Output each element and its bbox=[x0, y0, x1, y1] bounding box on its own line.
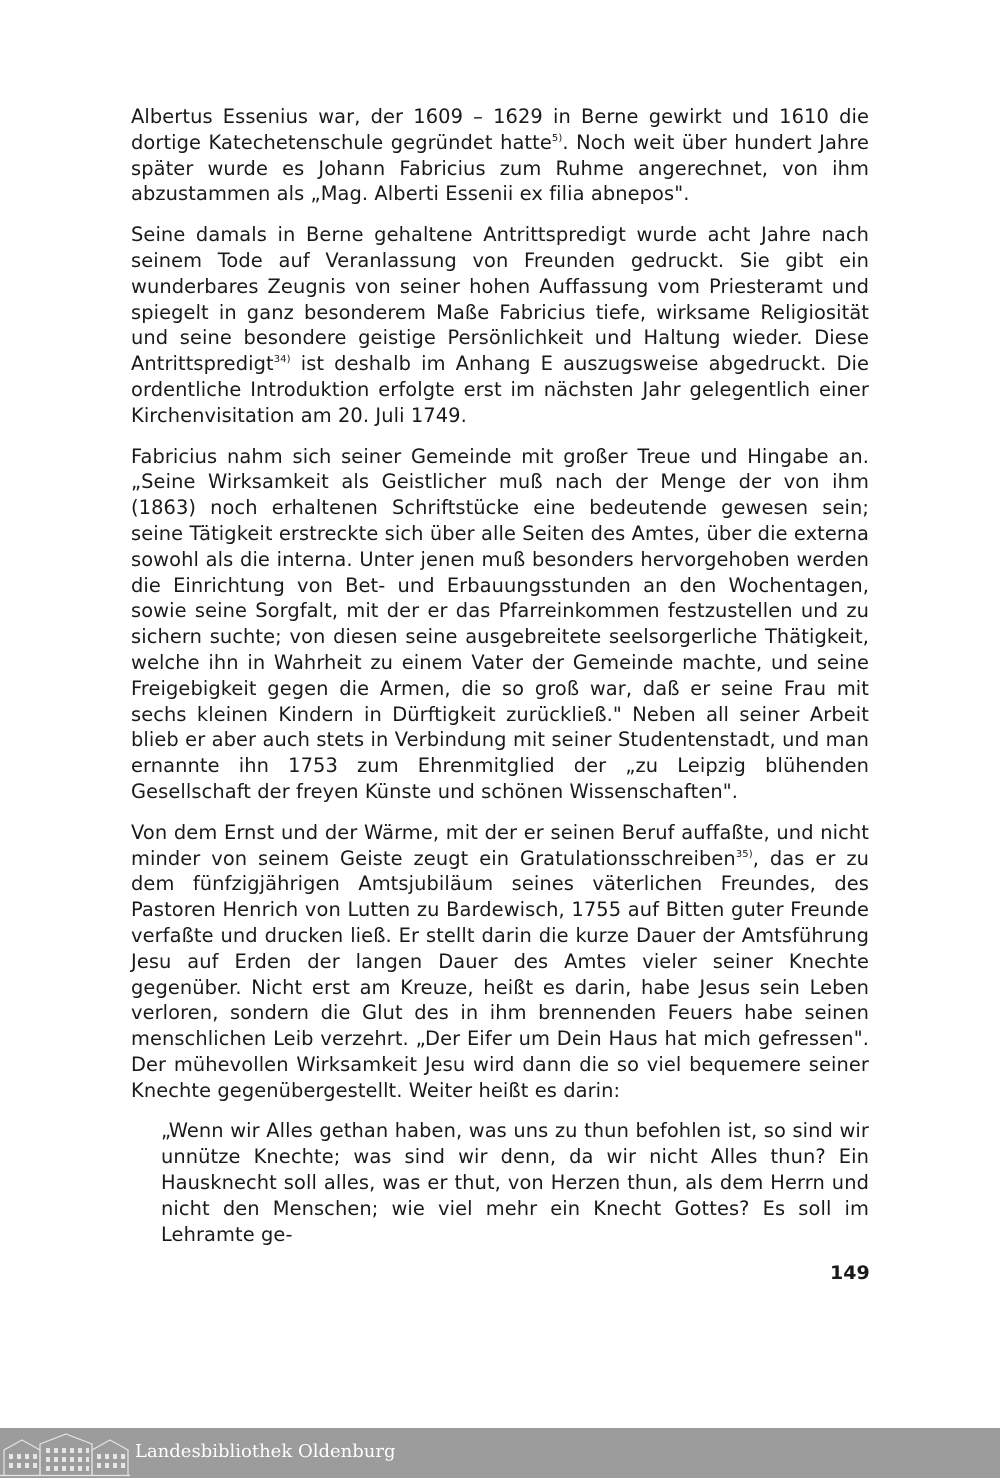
library-building-icon bbox=[0, 1428, 130, 1478]
paragraph-4: Von dem Ernst und der Wärme, mit der er seinen Beruf auffaßte, und nicht minder von seinem Geiste zeugt ein Gratulationsschreiben$^{35)}$, das er zu dem fünfzigjährigen Amtsjubiläum seines väterlichen Freundes, des Pastoren Henrich von Lutten zu Bardewisch, 1755 auf Bitten guter Freunde verfaßte und drucken ließ. Er stellt darin die kurze Dauer der Amtsführung Jesu auf Erden der langen Dauer des Amtes vieler seiner Knechte gegenüber. Nicht erst am Kreuze, heißt es darin, habe Jesus sein Leben verloren, sondern die Glut des in ihm brennenden Feuers habe seinen menschlichen Leib verzehrt. „Der Eifer um Dein Haus hat mich gefressen". Der mühevollen Wirksamkeit Jesu wird dann die so viel bequemere seiner Knechte gegenübergestellt. Weiter heißt es darin: bbox=[131, 820, 870, 1102]
footnote-ref-5: 5) bbox=[551, 132, 563, 144]
block-quote: „Wenn wir Alles gethan haben, was uns zu thun befohlen ist, so sind wir unnütze Knechte; was sind wir denn, da wir nicht Alles thun? Ein Hausknecht soll alles, was er thut, von Herzen thun, als dem Herrn und nicht den Menschen; wie viel mehr ein Knecht Gottes? Es soll im Lehramte ge- bbox=[161, 1119, 869, 1246]
paragraph-2: Seine damals in Berne gehaltene Antrittspredigt wurde acht Jahre nach seinem Tode auf Veranlassung von Freunden gedruckt. Sie gibt ein wunderbares Zeugnis von seiner hohen Auffassung vom Priesteramt und spiegelt in ganz besonderem Maße Fabricius tiefe, wirksame Religiosität und seine besondere geistige Persönlichkeit und Haltung wieder. Diese Antrittspredigt$^{34)}$ ist deshalb im Anhang E auszugsweise abgedruckt. Die ordentliche Introduktion erfolgte erst im nächsten Jahr gelegentlich einer Kirchenvisitation am 20. Juli 1749. bbox=[131, 223, 869, 427]
library-footer-bar bbox=[0, 1428, 1000, 1478]
footnote-ref-34: 34) bbox=[273, 354, 291, 366]
paragraph-3: Fabricius nahm sich seiner Gemeinde mit großer Treue und Hingabe an. „Seine Wirksamkeit als Geistlicher muß nach der Menge der von ihm (1863) noch erhaltenen Schriftstücke eine bedeutende gewesen sein; seine Tätigkeit erstreckte sich über alle Seiten des Amtes, über die externa sowohl als die interna. Unter jenen muß besonders hervorgehoben werden die Einrichtung von Bet- und Erbauungsstunden an den Wochentagen, sowie seine Sorgfalt, mit der er das Pfarreinkommen festzustellen und zu sichern suchte; von diesen seine ausgebreitete seelsorgerliche Thätigkeit, welche ihn in Wahrheit zu einem Vater der Gemeinde machte, und seine Freigebigkeit gegen die Armen, die so groß war, daß er seine Frau mit sechs kleinen Kindern in Dürftigkeit zurückließ." Neben all seiner Arbeit blieb er aber auch stets in Verbindung mit seiner Studentenstadt, und man ernannte ihn 1753 zum Ehrenmitglied der „zu Leipzig blühenden Gesellschaft der freyen Künste und schönen Wissenschaften". bbox=[131, 444, 869, 803]
paragraph-1: Albertus Essenius war, der 1609 – 1629 in Berne gewirkt und 1610 die dortige Katechetenschule gegründet hatte$^{5)}$. Noch weit über hundert Jahre später wurde es Johann Fabricius zum Ruhme angerechnet, von ihm abzustammen als „Mag. Alberti Essenii ex filia abnepos". bbox=[131, 105, 869, 206]
body-text bbox=[131, 104, 869, 1262]
library-name: Landesbibliothek Oldenburg bbox=[135, 1441, 396, 1462]
page-number: 149 bbox=[830, 1262, 870, 1284]
footnote-ref-35: 35) bbox=[735, 848, 753, 860]
